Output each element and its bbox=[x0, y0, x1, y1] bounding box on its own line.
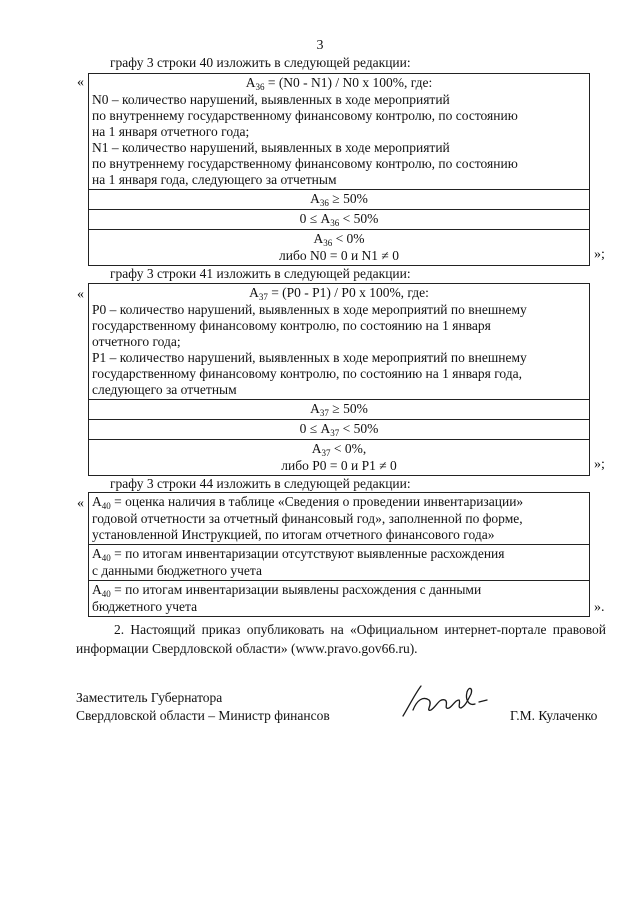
condition-low: $А_{37} < 0\%$, либо Р0 = 0 и Р1 ≠ 0 bbox=[89, 440, 590, 476]
page-number: 3 bbox=[316, 38, 324, 53]
a40-option-2: $А_{40}$ = по итогам инвентаризации отсутствуют выявленные расхождения с данными бюджетного учета bbox=[89, 545, 590, 581]
formula-a36: $А_{36} = (N0 - N1) / N0$ x 100%, где: bbox=[245, 75, 433, 92]
row41-definition-cell bbox=[89, 284, 590, 400]
definition-line: государственному финансовому контролю, по состоянию на 1 января bbox=[92, 318, 491, 333]
open-quote: « bbox=[77, 496, 84, 511]
definition-line: Р1 – количество нарушений, выявленных в ходе мероприятий по внешнему bbox=[92, 350, 527, 365]
definition-line: N1 – количество нарушений, выявленных в ходе мероприятий bbox=[92, 140, 450, 155]
definition-line: государственному финансовому контролю, по состоянию на 1 января года, bbox=[92, 366, 523, 381]
condition-high: $А_{36} \ge 50\%$ bbox=[89, 190, 590, 210]
row44-table bbox=[88, 492, 590, 617]
definition-line: по внутреннему государственному финансовому контролю, по состоянию bbox=[92, 156, 518, 171]
definition-line: следующего за отчетным bbox=[92, 382, 237, 397]
definition-line: Р0 – количество нарушений, выявленных в ходе мероприятий по внешнему bbox=[92, 302, 527, 317]
section-intro-row41: графу 3 строки 41 изложить в следующей редакции: bbox=[110, 266, 411, 281]
row41-table bbox=[88, 283, 590, 476]
close-quote: ». bbox=[594, 600, 605, 615]
publication-paragraph: 2. Настоящий приказ опубликовать на «Официальном интернет-портале правовой информации Свердловской области» (www.pravo.gov66.ru). bbox=[76, 622, 606, 656]
definition-line: по внутреннему государственному финансовому контролю, по состоянию bbox=[92, 108, 518, 123]
condition-mid: $0 \le А_{36} < 50\%$ bbox=[89, 210, 590, 230]
condition-high: $А_{37} \ge 50\%$ bbox=[89, 400, 590, 420]
row40-definition-cell bbox=[89, 74, 590, 190]
definition-line: отчетного года; bbox=[92, 334, 181, 349]
a40-option-3: $А_{40}$ = по итогам инвентаризации выявлены расхождения с данными бюджетного учета bbox=[89, 581, 590, 617]
condition-low: $А_{36} < 0\%$ либо N0 = 0 и N1 ≠ 0 bbox=[89, 230, 590, 266]
section-intro-row44: графу 3 строки 44 изложить в следующей редакции: bbox=[110, 476, 411, 491]
row40-table bbox=[88, 73, 590, 266]
condition-mid: $0 \le А_{37} < 50\%$ bbox=[89, 420, 590, 440]
definition-line: N0 – количество нарушений, выявленных в ходе мероприятий bbox=[92, 92, 450, 107]
handwritten-signature bbox=[395, 676, 505, 724]
section-intro-row40: графу 3 строки 40 изложить в следующей редакции: bbox=[110, 55, 411, 70]
definition-line: на 1 января отчетного года; bbox=[92, 124, 250, 139]
formula-a37: $А_{37} = (Р0 - Р1) / Р0$ x 100%, где: bbox=[249, 285, 429, 302]
signatory-position: Заместитель Губернатора Свердловской области – Министр финансов bbox=[76, 690, 330, 723]
definition-line: на 1 января года, следующего за отчетным bbox=[92, 172, 337, 187]
open-quote: « bbox=[77, 287, 84, 302]
open-quote: « bbox=[77, 75, 84, 90]
signatory-name: Г.М. Кулаченко bbox=[510, 708, 598, 723]
a40-option-1: $А_{40}$ = оценка наличия в таблице «Сведения о проведении инвентаризации» годовой отчетности за отчетный финансовый год», заполненной по форме, установленной Инструкцией, по итогам отчетного финансового года» bbox=[89, 493, 590, 545]
close-quote: »; bbox=[594, 247, 605, 262]
close-quote: »; bbox=[594, 457, 605, 472]
